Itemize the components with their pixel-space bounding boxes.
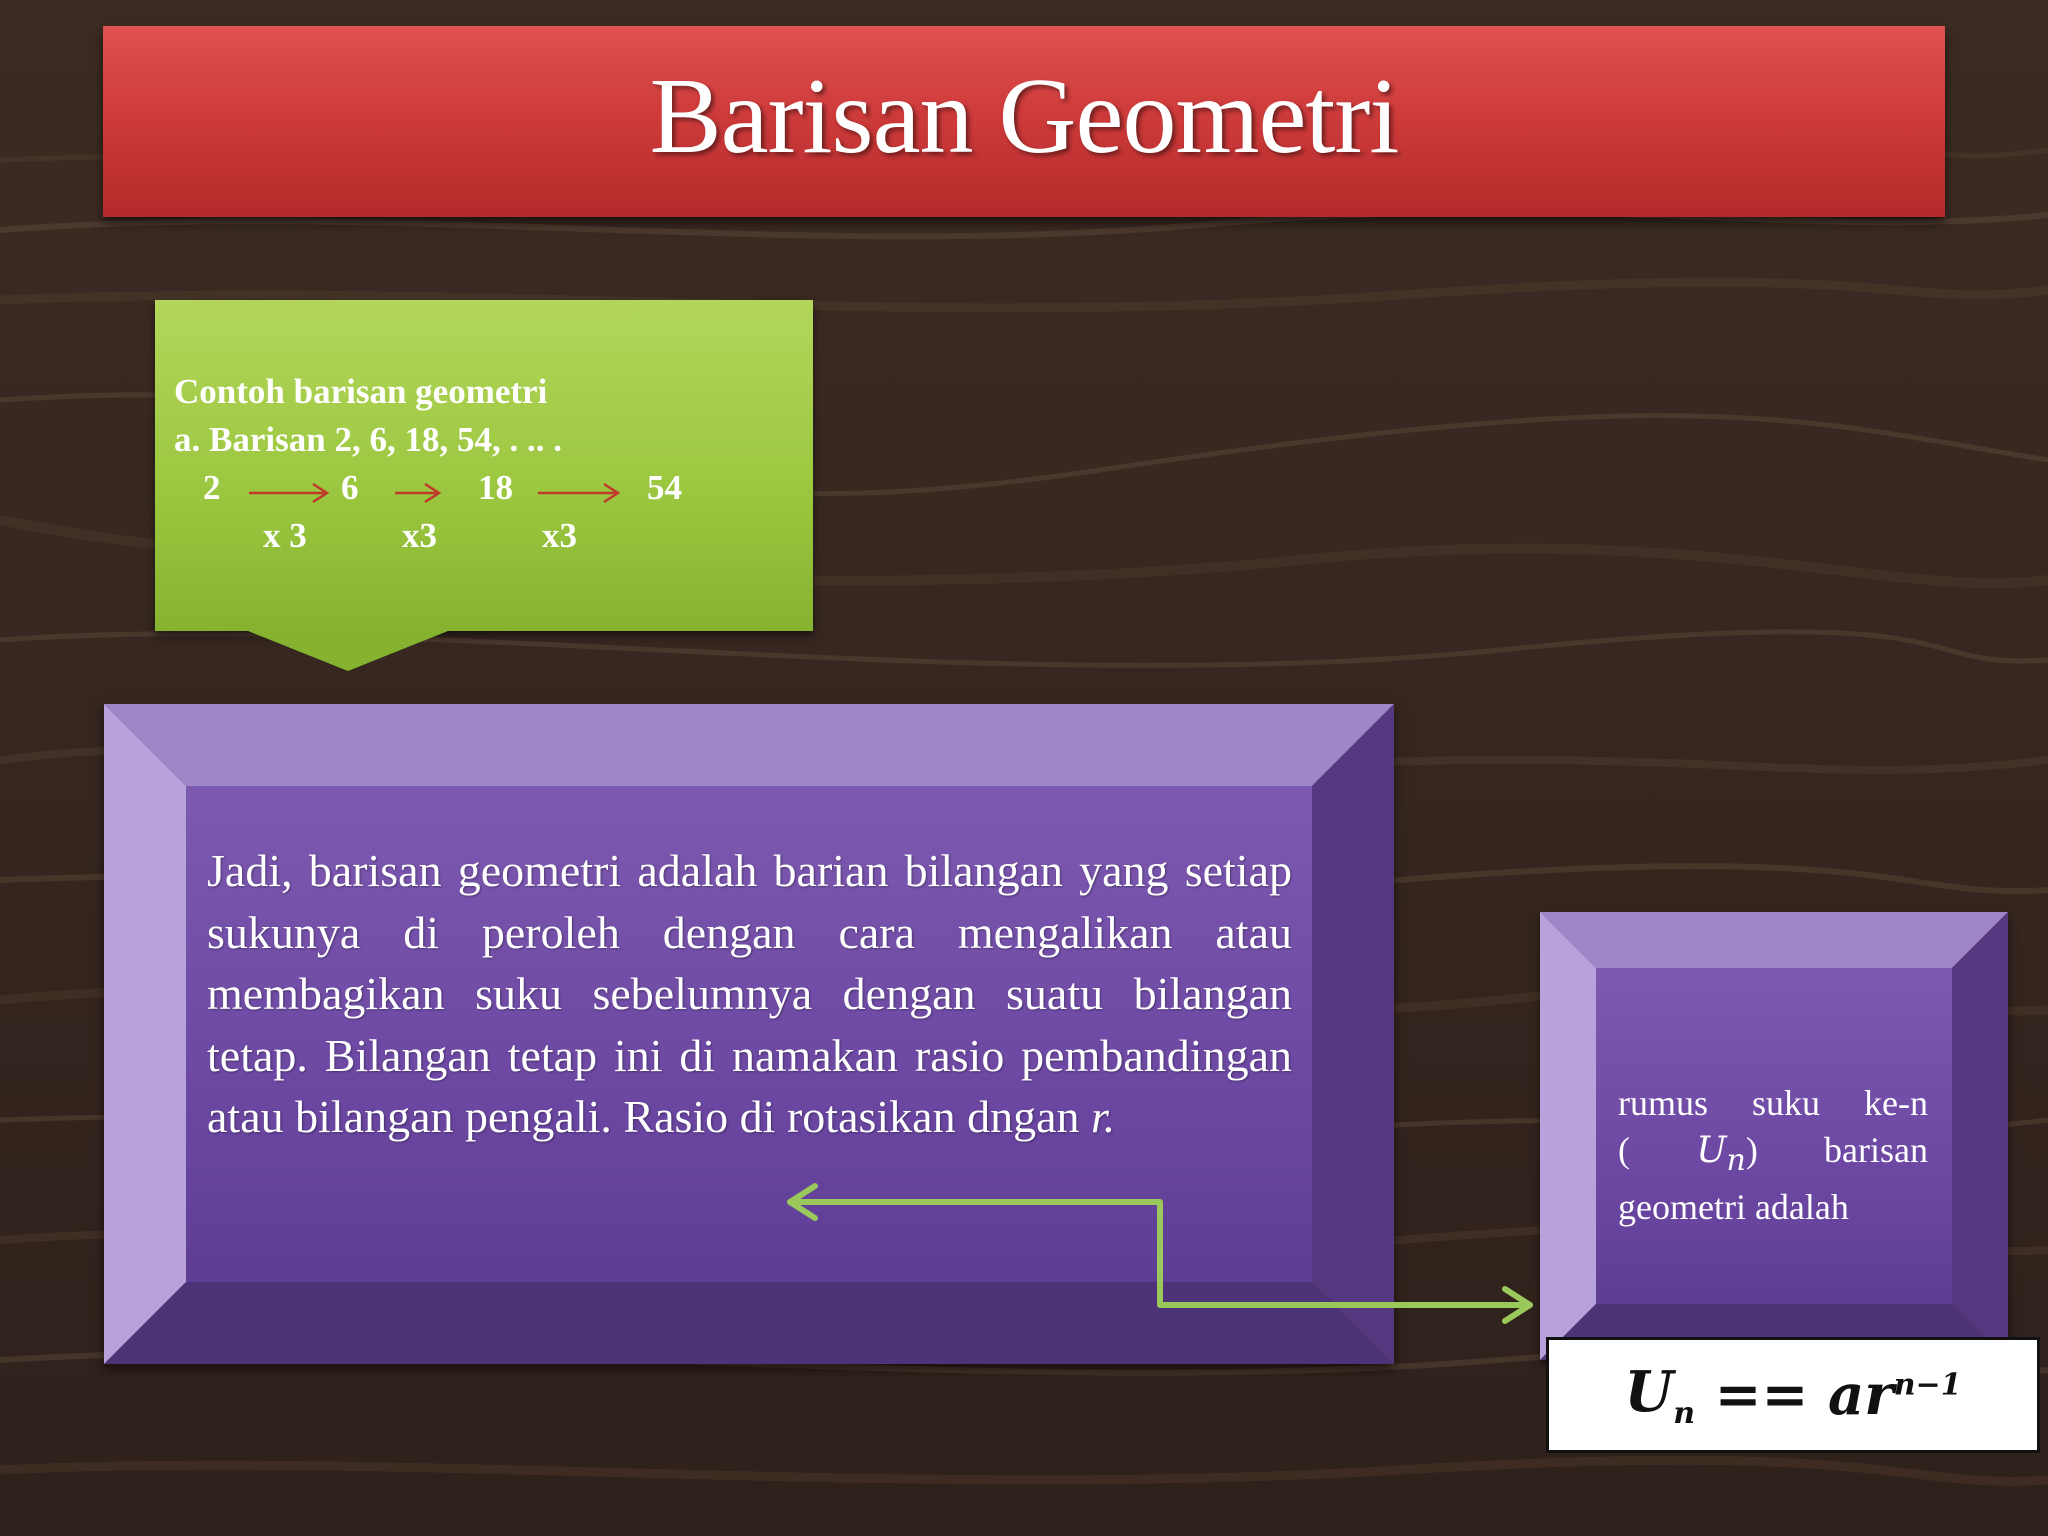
multiplier-2: x3: [402, 516, 437, 555]
formula-note-after: barisan geometri adalah: [1618, 1130, 1929, 1228]
definition-main: Jadi, barisan geometri adalah barian bilangan yang setiap sukunya di peroleh dengan cara mengalikan atau membagikan suku sebelumnya dengan suatu bilangan tetap. Bilangan tetap ini di namakan rasio pembandingan atau bilangan pengali. Rasio di rotasikan dngan: [207, 845, 1292, 1142]
open-paren: (: [1618, 1130, 1630, 1170]
term-1: 2: [203, 468, 221, 507]
formula-box: [1546, 1337, 2040, 1453]
term-2: 6: [341, 468, 359, 507]
example-heading: Contoh barisan geometri: [174, 372, 548, 411]
formula-note-line1: rumus suku ke-n: [1618, 1083, 1928, 1123]
term-4: 54: [647, 468, 682, 507]
formula-rhs: $ar^{n-1}$: [1827, 1362, 1962, 1428]
formula-equals: ==: [1695, 1362, 1828, 1428]
un-symbol: $U_n$: [1696, 1130, 1746, 1179]
multiplier-1: x 3: [263, 516, 307, 555]
multiplier-3: x3: [542, 516, 577, 555]
slide-title: Barisan Geometri: [649, 56, 1399, 176]
close-paren: ): [1745, 1130, 1758, 1170]
term-3: 18: [478, 468, 513, 507]
ratio-symbol: r.: [1091, 1091, 1116, 1142]
formula-lhs: $U_n$: [1624, 1358, 1696, 1432]
example-sequence: a. Barisan 2, 6, 18, 54, . .. .: [174, 420, 562, 459]
